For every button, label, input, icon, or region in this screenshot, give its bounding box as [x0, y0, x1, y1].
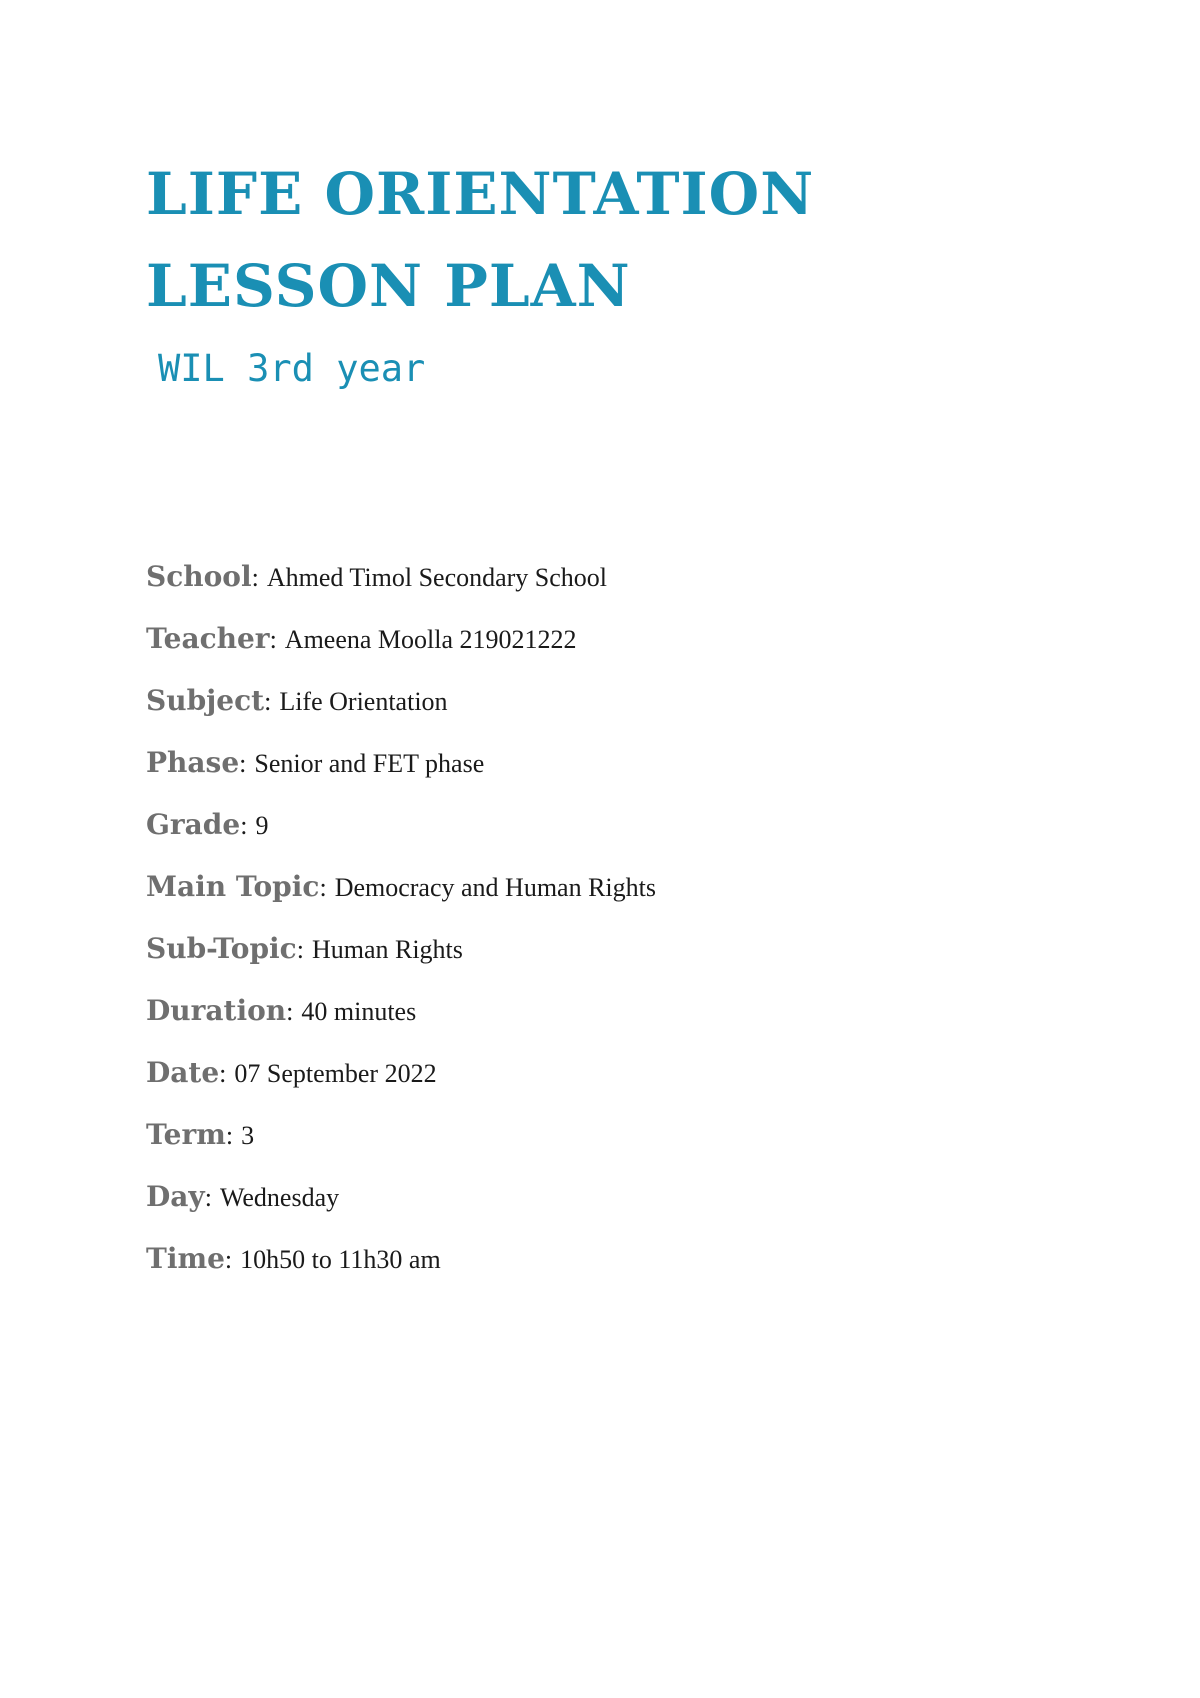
detail-sub-topic — [146, 932, 1106, 994]
detail-label: Duration — [146, 994, 287, 1027]
detail-value: 9 — [255, 811, 269, 840]
detail-label: Day — [146, 1180, 205, 1213]
detail-value: 40 minutes — [301, 997, 417, 1026]
detail-separator: : — [240, 811, 248, 840]
detail-separator: : — [204, 1183, 212, 1212]
detail-value: 3 — [241, 1121, 255, 1150]
detail-separator: : — [264, 687, 272, 716]
detail-value: 10h50 to 11h30 am — [240, 1245, 441, 1274]
detail-label: Main Topic — [146, 870, 320, 903]
detail-grade — [146, 808, 1106, 870]
detail-label: Subject — [146, 684, 265, 717]
detail-label: School — [146, 560, 252, 593]
detail-label: Term — [146, 1118, 226, 1151]
detail-value: Wednesday — [219, 1183, 340, 1212]
detail-phase — [146, 746, 1106, 808]
detail-separator: : — [225, 1121, 234, 1150]
detail-label: Grade — [146, 808, 241, 841]
detail-teacher — [146, 622, 1106, 684]
document-subtitle: WIL 3rd year — [158, 347, 426, 390]
detail-main-topic — [146, 870, 1106, 932]
detail-school — [146, 560, 1106, 622]
detail-separator: : — [224, 1245, 233, 1274]
title-line-2: LESSON PLAN — [146, 252, 631, 320]
detail-value: Democracy and Human Rights — [334, 873, 656, 902]
detail-term — [146, 1118, 1106, 1180]
detail-separator: : — [219, 1059, 227, 1088]
detail-value: Ameena Moolla 219021222 — [284, 625, 577, 654]
detail-separator: : — [251, 563, 259, 592]
lesson-details-list — [146, 560, 1106, 1304]
detail-date — [146, 1056, 1106, 1118]
document-title — [146, 148, 814, 332]
detail-label: Sub-Topic — [146, 932, 297, 965]
detail-label: Time — [146, 1242, 225, 1275]
detail-duration — [146, 994, 1106, 1056]
detail-label: Phase — [146, 746, 240, 779]
detail-time — [146, 1242, 1106, 1304]
detail-day — [146, 1180, 1106, 1242]
detail-value: Life Orientation — [279, 687, 448, 716]
detail-separator: : — [296, 935, 304, 964]
detail-separator: : — [269, 625, 277, 654]
detail-label: Date — [146, 1056, 220, 1089]
detail-value: Ahmed Timol Secondary School — [266, 563, 608, 592]
title-line-1: LIFE ORIENTATION — [146, 160, 815, 228]
detail-separator: : — [319, 873, 327, 902]
detail-label: Teacher — [146, 622, 270, 655]
detail-value: Human Rights — [311, 935, 463, 964]
detail-value: 07 September 2022 — [234, 1059, 437, 1088]
detail-subject — [146, 684, 1106, 746]
detail-separator: : — [239, 749, 247, 778]
detail-value: Senior and FET phase — [254, 749, 485, 778]
detail-separator: : — [286, 997, 294, 1026]
